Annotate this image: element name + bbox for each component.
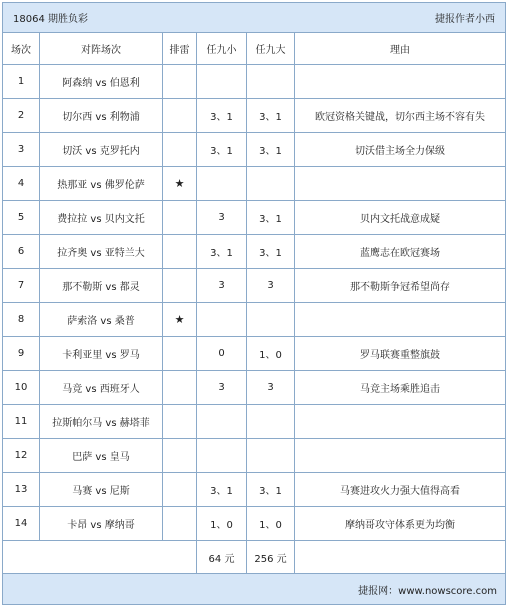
pick-big: 3、1 xyxy=(247,133,295,167)
match-name: 拉齐奥 vs 亚特兰大 xyxy=(40,235,163,269)
reason-text: 那不勒斯争冠希望尚存 xyxy=(295,269,506,303)
pick-big: 3、1 xyxy=(247,201,295,235)
match-number: 1 xyxy=(3,65,40,99)
pick-small: 3、1 xyxy=(197,99,247,133)
table-row xyxy=(3,371,506,405)
totals-spacer xyxy=(3,541,197,574)
col-header-no: 场次 xyxy=(3,33,40,65)
pick-small xyxy=(197,439,247,473)
pick-small: 1、0 xyxy=(197,507,247,541)
table-row xyxy=(3,201,506,235)
pick-big: 3、1 xyxy=(247,473,295,507)
match-number: 11 xyxy=(3,405,40,439)
match-name: 萨索洛 vs 桑普 xyxy=(40,303,163,337)
title-row xyxy=(3,3,506,33)
match-number: 7 xyxy=(3,269,40,303)
table-row xyxy=(3,99,506,133)
col-header-match: 对阵场次 xyxy=(40,33,163,65)
table-row xyxy=(3,303,506,337)
pick-big: 3、1 xyxy=(247,99,295,133)
reason-text: 马赛进攻火力强大值得高看 xyxy=(295,473,506,507)
total-small: 64 元 xyxy=(197,541,247,574)
table-row xyxy=(3,269,506,303)
match-number: 13 xyxy=(3,473,40,507)
match-number: 6 xyxy=(3,235,40,269)
mine-star xyxy=(163,439,197,473)
pick-big: 3、1 xyxy=(247,235,295,269)
pick-big xyxy=(247,167,295,201)
mine-star xyxy=(163,405,197,439)
mine-star xyxy=(163,473,197,507)
match-name: 阿森纳 vs 伯恩利 xyxy=(40,65,163,99)
pick-small: 3、1 xyxy=(197,133,247,167)
table-row xyxy=(3,133,506,167)
match-name: 卡昂 vs 摩纳哥 xyxy=(40,507,163,541)
reason-text xyxy=(295,303,506,337)
match-number: 8 xyxy=(3,303,40,337)
reason-text: 蓝鹰志在欧冠赛场 xyxy=(295,235,506,269)
mine-star xyxy=(163,133,197,167)
col-header-big: 任九大 xyxy=(247,33,295,65)
match-number: 10 xyxy=(3,371,40,405)
match-name: 马赛 vs 尼斯 xyxy=(40,473,163,507)
pick-big: 1、0 xyxy=(247,507,295,541)
footer-row xyxy=(3,574,506,605)
pick-small xyxy=(197,65,247,99)
author-label: 捷报作者小西 xyxy=(197,3,506,33)
pick-big xyxy=(247,439,295,473)
match-name: 热那亚 vs 佛罗伦萨 xyxy=(40,167,163,201)
table-row xyxy=(3,439,506,473)
reason-text xyxy=(295,167,506,201)
pick-small xyxy=(197,167,247,201)
match-name: 切沃 vs 克罗托内 xyxy=(40,133,163,167)
pick-big: 3 xyxy=(247,371,295,405)
mine-star xyxy=(163,269,197,303)
reason-text xyxy=(295,439,506,473)
match-number: 4 xyxy=(3,167,40,201)
table-row xyxy=(3,405,506,439)
reason-text: 贝内文托战意成疑 xyxy=(295,201,506,235)
reason-text: 马竞主场乘胜追击 xyxy=(295,371,506,405)
match-number: 14 xyxy=(3,507,40,541)
mine-star xyxy=(163,371,197,405)
column-header-row xyxy=(3,33,506,65)
pick-big: 3 xyxy=(247,269,295,303)
mine-star xyxy=(163,65,197,99)
pick-small xyxy=(197,303,247,337)
reason-text: 切沃借主场全力保级 xyxy=(295,133,506,167)
match-name: 拉斯帕尔马 vs 赫塔菲 xyxy=(40,405,163,439)
pick-small: 3、1 xyxy=(197,473,247,507)
pick-big xyxy=(247,65,295,99)
pick-small: 3 xyxy=(197,269,247,303)
totals-spacer-right xyxy=(295,541,506,574)
mine-star xyxy=(163,235,197,269)
reason-text: 摩纳哥攻守体系更为均衡 xyxy=(295,507,506,541)
match-number: 3 xyxy=(3,133,40,167)
col-header-small: 任九小 xyxy=(197,33,247,65)
reason-text xyxy=(295,405,506,439)
footer-site-link: 捷报网：www.nowscore.com xyxy=(3,574,506,605)
pick-small xyxy=(197,405,247,439)
reason-text: 欧冠资格关键战，切尔西主场不容有失 xyxy=(295,99,506,133)
mine-star xyxy=(163,201,197,235)
mine-star: ★ xyxy=(163,303,197,337)
match-number: 5 xyxy=(3,201,40,235)
pick-small: 3 xyxy=(197,201,247,235)
pick-small: 0 xyxy=(197,337,247,371)
pick-small: 3、1 xyxy=(197,235,247,269)
match-name: 卡利亚里 vs 罗马 xyxy=(40,337,163,371)
mine-star: ★ xyxy=(163,167,197,201)
match-number: 12 xyxy=(3,439,40,473)
issue-title: 18064 期胜负彩 xyxy=(3,3,197,33)
reason-text xyxy=(295,65,506,99)
pick-big: 1、0 xyxy=(247,337,295,371)
col-header-reason: 理由 xyxy=(295,33,506,65)
table-row xyxy=(3,507,506,541)
reason-text: 罗马联赛重整旗鼓 xyxy=(295,337,506,371)
table-row xyxy=(3,65,506,99)
pick-small: 3 xyxy=(197,371,247,405)
match-name: 那不勒斯 vs 都灵 xyxy=(40,269,163,303)
match-name: 巴萨 vs 皇马 xyxy=(40,439,163,473)
table-row xyxy=(3,473,506,507)
totals-row xyxy=(3,541,506,574)
mine-star xyxy=(163,337,197,371)
match-name: 费拉拉 vs 贝内文托 xyxy=(40,201,163,235)
match-number: 9 xyxy=(3,337,40,371)
mine-star xyxy=(163,99,197,133)
total-big: 256 元 xyxy=(247,541,295,574)
match-name: 切尔西 vs 利物浦 xyxy=(40,99,163,133)
table-row xyxy=(3,167,506,201)
table-row xyxy=(3,235,506,269)
lottery-table xyxy=(2,2,506,605)
table-row xyxy=(3,337,506,371)
match-name: 马竞 vs 西班牙人 xyxy=(40,371,163,405)
mine-star xyxy=(163,507,197,541)
pick-big xyxy=(247,303,295,337)
pick-big xyxy=(247,405,295,439)
col-header-mine: 排雷 xyxy=(163,33,197,65)
match-number: 2 xyxy=(3,99,40,133)
